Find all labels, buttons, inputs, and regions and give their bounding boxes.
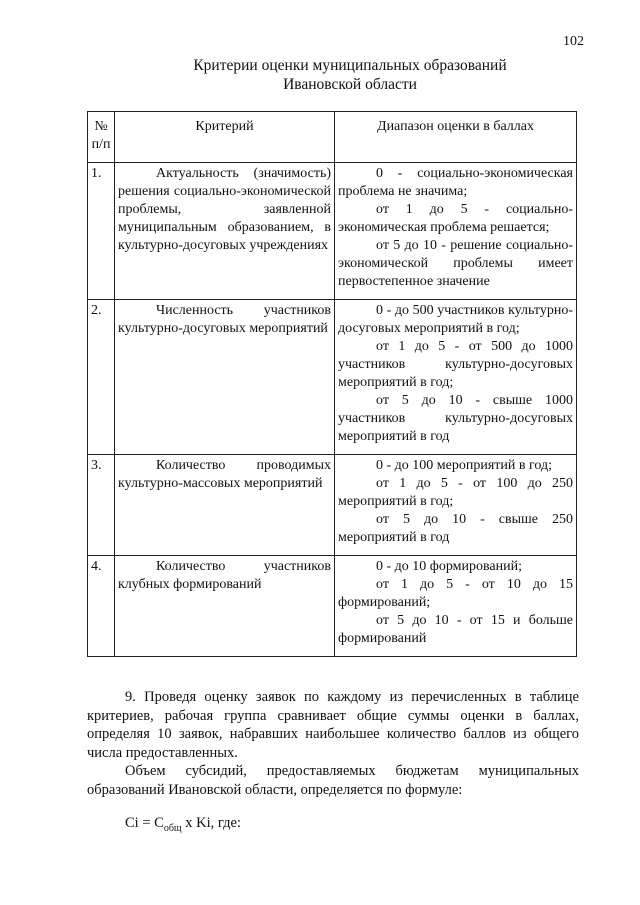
header-range: Диапазон оценки в баллах xyxy=(335,112,577,163)
range-item: от 5 до 10 - от 15 и больше формирований xyxy=(338,613,573,646)
formula-lhs: Ci = C xyxy=(125,815,164,831)
table-row xyxy=(88,163,577,300)
criteria-table xyxy=(87,111,577,657)
range-item: от 1 до 5 - социально-экономическая проблема решается; xyxy=(338,202,573,235)
range-item: 0 - до 10 формирований; xyxy=(376,559,523,574)
paragraph: 9. Проведя оценку заявок по каждому из перечисленных в таблице критериев, рабочая группа сравнивает общие суммы оценки в баллах, определяя 10 заявок, набравших наибольшее количество баллов из общего числа предоставленных. xyxy=(87,689,579,761)
table-row xyxy=(88,300,577,455)
title-line-1: Критерии оценки муниципальных образований xyxy=(193,57,507,74)
formula xyxy=(125,815,241,834)
range-item: 0 - социально-экономическая проблема не значима; xyxy=(338,166,573,199)
formula-rhs: x Ki, где: xyxy=(181,815,241,831)
range-item: 0 - до 500 участников культурно-досуговых мероприятий в год; xyxy=(338,303,573,336)
header-criterion: Критерий xyxy=(115,112,335,163)
range-item: 0 - до 100 мероприятий в год; xyxy=(376,458,552,473)
body-text xyxy=(87,688,579,799)
row-criterion xyxy=(115,455,335,556)
criterion-text: Количество проводимых культурно-массовых мероприятий xyxy=(118,458,331,491)
range-item: от 5 до 10 - свыше 250 мероприятий в год xyxy=(338,512,573,545)
range-item: от 1 до 5 - от 10 до 15 формирований; xyxy=(338,577,573,610)
row-num: 1. xyxy=(88,163,115,300)
table-row xyxy=(88,556,577,657)
document-title xyxy=(150,56,550,94)
row-criterion xyxy=(115,163,335,300)
paragraph: Объем субсидий, предоставляемых бюджетам муниципальных образований Ивановской области, определяется по формуле: xyxy=(87,763,579,798)
table-row xyxy=(88,455,577,556)
row-criterion xyxy=(115,300,335,455)
criterion-text: Количество участников клубных формирований xyxy=(118,559,331,592)
range-item: от 1 до 5 - от 100 до 250 мероприятий в год; xyxy=(338,476,573,509)
range-item: от 1 до 5 - от 500 до 1000 участников культурно-досуговых мероприятий в год; xyxy=(338,339,573,390)
row-num: 2. xyxy=(88,300,115,455)
criterion-text: Актуальность (значимость) решения социально-экономической проблемы, заявленной муниципальным образованием, в культурно-досуговых учреждениях xyxy=(118,166,331,253)
row-range xyxy=(335,455,577,556)
range-item: от 5 до 10 - решение социально-экономической проблемы имеет первостепенное значение xyxy=(338,238,573,289)
page-number: 102 xyxy=(563,34,584,49)
row-range xyxy=(335,556,577,657)
row-range xyxy=(335,300,577,455)
formula-subscript: общ xyxy=(163,822,182,834)
row-range xyxy=(335,163,577,300)
criterion-text: Численность участников культурно-досуговых мероприятий xyxy=(118,303,331,336)
title-line-2: Ивановской области xyxy=(283,76,417,93)
row-criterion xyxy=(115,556,335,657)
header-num: № п/п xyxy=(88,112,115,163)
table-header-row xyxy=(88,112,577,163)
row-num: 3. xyxy=(88,455,115,556)
range-item: от 5 до 10 - свыше 1000 участников культурно-досуговых мероприятий в год xyxy=(338,393,573,444)
row-num: 4. xyxy=(88,556,115,657)
